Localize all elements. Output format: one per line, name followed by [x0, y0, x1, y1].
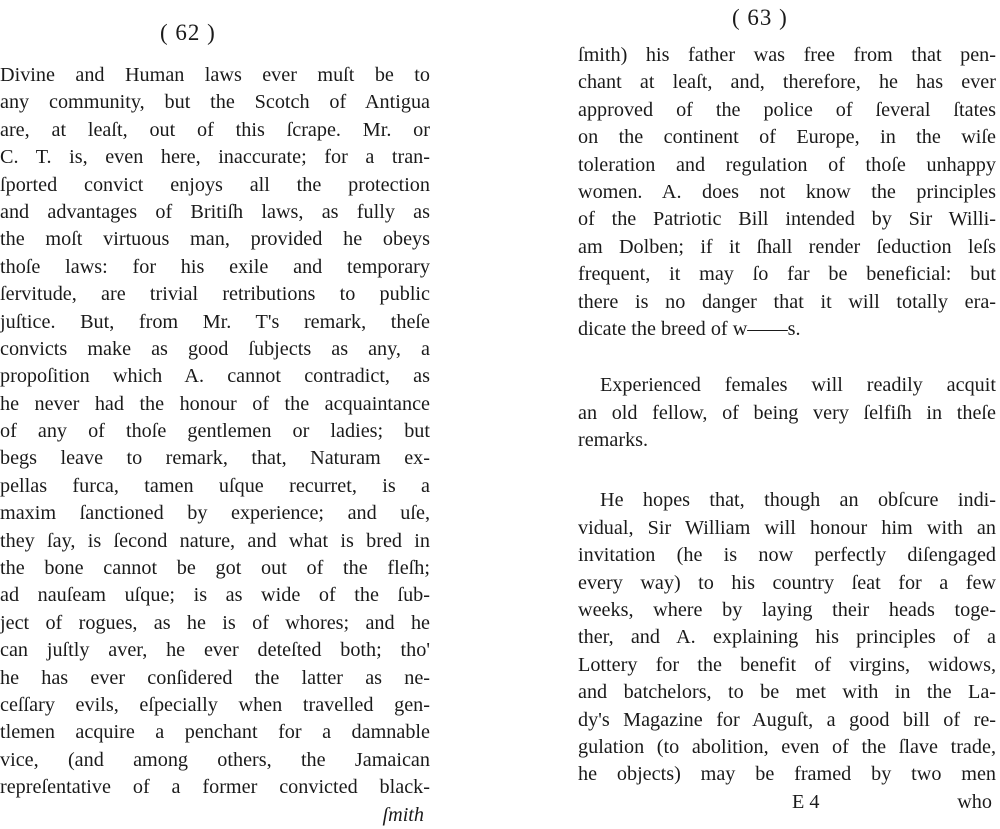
text-line: begs leave to remark, that, Naturam ex-: [0, 447, 430, 470]
text-line: maxim ſanctioned by experience; and uſe,: [0, 502, 430, 525]
text-line: approved of the police of ſeveral ſtates: [578, 98, 996, 121]
text-line: Divine and Human laws ever muſt be to: [0, 64, 430, 86]
right-page-number: ( 63 ): [732, 5, 788, 30]
text-line: C. T. is, even here, inaccurate; for a tran-: [0, 146, 430, 169]
text-line: propoſition which A. cannot contradict, as: [0, 365, 430, 388]
text-line: weeks, where by laying their heads toge-: [578, 599, 996, 622]
text-line: vidual, Sir William will honour him with an: [578, 516, 996, 539]
text-line: he never had the honour of the acquaintance: [0, 392, 430, 415]
text-line: can juſtly aver, he ever deteſted both; tho': [0, 639, 430, 662]
text-line: vice, (and among others, the Jamaican: [0, 748, 430, 771]
text-line: ſported convict enjoys all the protection: [0, 173, 430, 196]
text-line: frequent, it may ſo far be beneficial: but: [578, 263, 996, 286]
text-line: of any of thoſe gentlemen or ladies; but: [0, 420, 430, 443]
paragraph-gap: [578, 454, 996, 487]
text-line: toleration and regulation of thoſe unhappy: [578, 153, 996, 176]
text-line: gulation (to abolition, even of the ſlave trade,: [578, 735, 996, 758]
signature-mark: E 4: [792, 790, 820, 813]
text-line: ſervitude, are trivial retributions to public: [0, 283, 430, 306]
text-line: there is no danger that it will totally era-: [578, 290, 996, 313]
text-line: of the Patriotic Bill intended by Sir Willi-: [578, 208, 996, 231]
text-line: Lottery for the benefit of virgins, widows,: [578, 653, 996, 676]
text-line: the moſt virtuous man, provided he obeys: [0, 228, 430, 251]
text-line: they ſay, is ſecond nature, and what is bred in: [0, 529, 430, 552]
text-line: ad nauſeam uſque; is as wide of the ſub-: [0, 584, 430, 607]
left-page-number: ( 62 ): [160, 20, 216, 45]
text-line: and advantages of Britiſh laws, as fully as: [0, 200, 430, 223]
text-line: he has ever conſidered the latter as ne-: [0, 666, 430, 689]
text-line: any community, but the Scotch of Antigua: [0, 91, 430, 114]
text-line: juſtice. But, from Mr. T's remark, theſe: [0, 310, 430, 333]
text-line: pellas furca, tamen uſque recurret, is a: [0, 474, 430, 497]
text-line: thoſe laws: for his exile and temporary: [0, 255, 430, 278]
text-line: Experienced females will readily acquit: [600, 374, 996, 397]
catchword: who: [957, 790, 992, 813]
text-line: He hopes that, though an obſcure indi-: [600, 489, 996, 512]
text-line: he objects) may be framed by two men: [578, 763, 996, 786]
right-page-text: [578, 42, 996, 816]
text-line: every way) to his country ſeat for a few: [578, 571, 996, 594]
text-line: on the continent of Europe, in the wiſe: [578, 126, 996, 149]
text-line: repreſentative of a former convicted black-: [0, 776, 430, 799]
text-line: an old fellow, of being very ſelfiſh in theſe: [578, 401, 996, 424]
text-line: ject of rogues, as he is of whores; and he: [0, 611, 430, 634]
text-line: convicts make as good ſubjects as any, a: [0, 337, 430, 360]
text-line: ther, and A. explaining his principles of a: [578, 626, 996, 649]
text-line: the bone cannot be got out of the fleſh;: [0, 557, 430, 580]
text-line: remarks.: [578, 429, 649, 452]
text-line: chant at leaſt, and, therefore, he has ever: [578, 71, 996, 94]
text-line: dy's Magazine for Auguſt, a good bill of re-: [578, 708, 996, 731]
text-line: women. A. does not know the principles: [578, 180, 996, 203]
paragraph-1: [578, 42, 996, 343]
catchword: ſmith: [382, 803, 424, 826]
paragraph-gap: [578, 343, 996, 372]
left-page-text: [0, 62, 430, 829]
text-line: am Dolben; if it ſhall render ſeduction leſs: [578, 235, 996, 258]
paragraph-3: [578, 487, 996, 788]
page-footer: [578, 789, 996, 816]
paragraph-2: [578, 372, 996, 454]
text-line: ſmith) his father was free from that pen-: [578, 44, 996, 66]
text-line: and batchelors, to be met with in the La-: [578, 681, 996, 704]
text-line: invitation (he is now perfectly diſengaged: [578, 544, 996, 567]
text-line: dicate the breed of w——s.: [578, 317, 801, 340]
text-line: are, at leaſt, out of this ſcrape. Mr. or: [0, 118, 430, 141]
text-line: tlemen acquire a penchant for a damnable: [0, 721, 430, 744]
text-line: ceſſary evils, eſpecially when travelled gen-: [0, 693, 430, 716]
